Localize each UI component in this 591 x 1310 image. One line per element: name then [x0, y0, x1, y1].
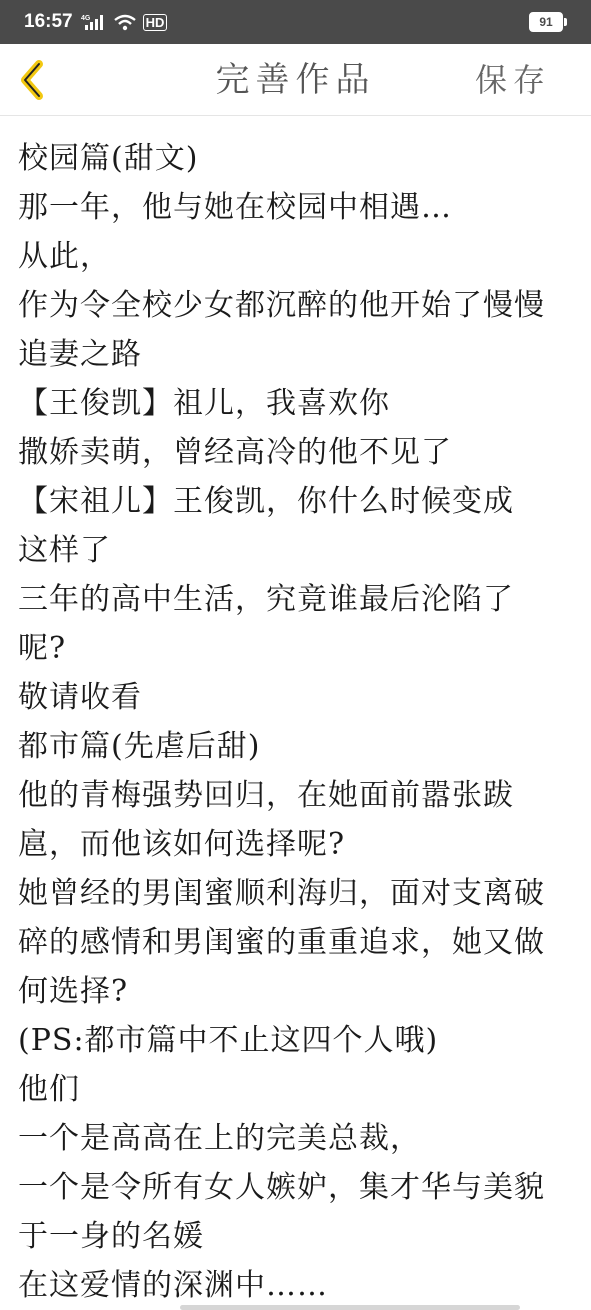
text-line: 扈，而他该如何选择呢?	[18, 827, 346, 862]
top-bar	[0, 44, 591, 116]
text-line: 这样了	[18, 533, 111, 568]
text-line: 撒娇卖萌，曾经高冷的他不见了	[18, 435, 452, 470]
status-bar	[0, 0, 591, 44]
status-left	[24, 11, 167, 33]
battery-level: 91	[529, 12, 563, 32]
wifi-icon	[113, 13, 137, 31]
text-line: 那一年，他与她在校园中相遇…	[18, 190, 452, 225]
text-line: 在这爱情的深渊中……	[18, 1268, 328, 1303]
text-line: 【王俊凯】祖儿，我喜欢你	[18, 386, 390, 421]
status-time: 16:57	[24, 11, 73, 32]
page-title: 完善作品	[215, 60, 376, 100]
text-line: 一个是令所有女人嫉妒，集才华与美貌	[18, 1170, 545, 1205]
text-line: 敬请收看	[18, 680, 142, 715]
text-line: 碎的感情和男闺蜜的重重追求，她又做	[18, 925, 545, 960]
text-line: 【宋祖儿】王俊凯，你什么时候变成	[18, 484, 514, 519]
text-line: 校园篇(甜文)	[18, 141, 199, 176]
text-line: 他们	[18, 1072, 80, 1107]
text-line: 呢?	[18, 631, 67, 666]
save-button[interactable]: 保存	[474, 61, 551, 99]
hd-icon: HD	[143, 14, 168, 31]
work-description-text[interactable]	[18, 134, 580, 1303]
text-line: 都市篇(先虐后甜)	[18, 729, 261, 764]
text-line: 三年的高中生活，究竟谁最后沦陷了	[18, 582, 514, 617]
battery-tip	[564, 18, 567, 26]
text-line: 他的青梅强势回归，在她面前嚣张跋	[18, 778, 514, 813]
text-line: 她曾经的男闺蜜顺利海归，面对支离破	[18, 876, 545, 911]
text-line: 何选择?	[18, 974, 129, 1009]
signal-icon	[81, 13, 107, 31]
text-line: 于一身的名媛	[18, 1219, 204, 1254]
text-line: (PS:都市篇中不止这四个人哦)	[18, 1023, 439, 1058]
status-icons	[81, 13, 168, 31]
horizontal-scrollbar[interactable]	[180, 1305, 520, 1310]
text-line: 一个是高高在上的完美总裁，	[18, 1121, 421, 1156]
text-line: 作为令全校少女都沉醉的他开始了慢慢	[18, 288, 545, 323]
battery-icon	[529, 12, 567, 32]
text-line: 从此，	[18, 239, 111, 274]
text-line: 追妻之路	[18, 337, 142, 372]
network-type-label: 4G	[80, 15, 90, 22]
